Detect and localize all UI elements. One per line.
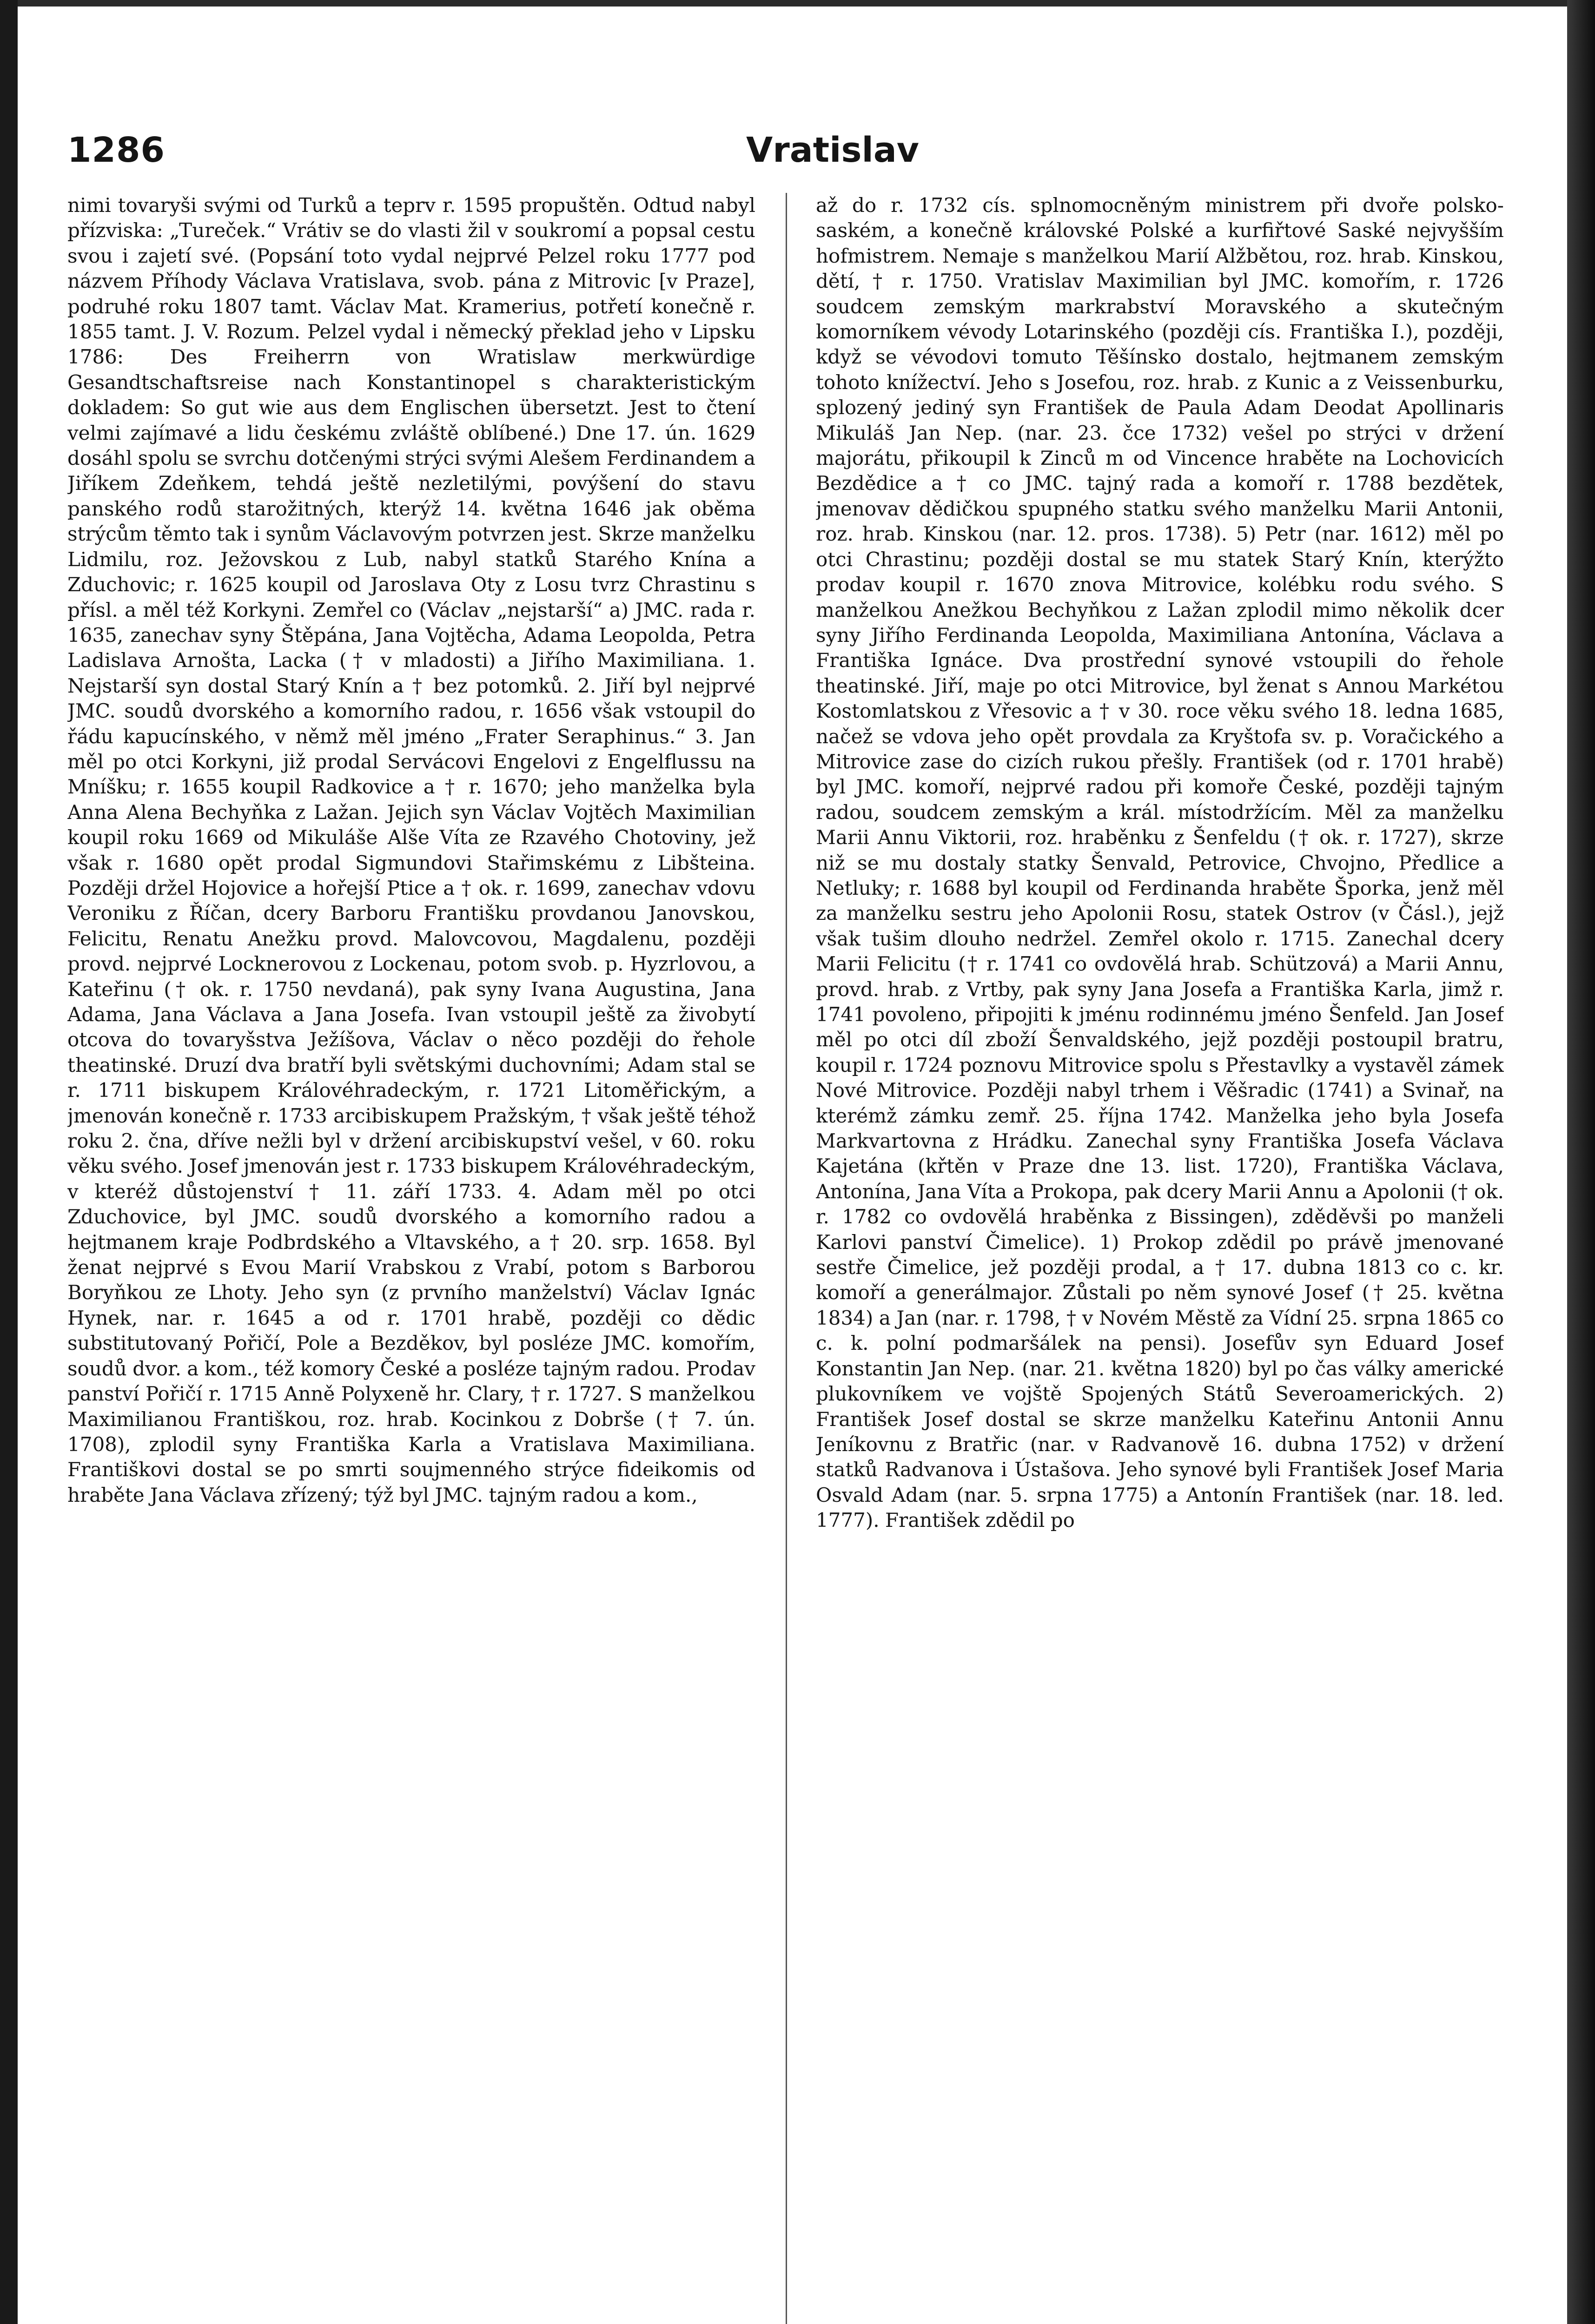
dictionary-page — [67, 116, 1504, 2324]
running-head: Vratislav — [746, 130, 920, 170]
right-column-text: až do r. 1732 cís. splnomocněným ministrem při dvoře polsko-saském, a konečně královské Polské a kurfiřtové Saské nejvyšším hofmistrem. Nemaje s manželkou Marií Alžbětou, roz. hrab. Kinskou, dětí, † r. 1750. Vratislav Maximilian byl JMC. komořím, r. 1726 soudcem zemským markrabství Moravského a skutečným komorníkem vévody Lotarinského (později cís. Františka I.), později, když se vévodovi tomuto Těšínsko dostalo, hejtmanem zemským tohoto knížectví. Jeho s Josefou, roz. hrab. z Kunic a z Veissenburku, splozený jediný syn František de Paula Adam Deodat Apollinaris Mikuláš Jan Nep. (nar. 23. čce 1732) vešel po strýci v držení majorátu, přikoupil k Zinců m od Vincence hraběte na Lochovicích Bezdědice a † co JMC. tajný rada a komoří r. 1788 bezdětek, jmenovav dědičkou spupného statku svého manželku Marii Antonii, roz. hrab. Kinskou (nar. 12. pros. 1738). 5) Petr (nar. 1612) měl po otci Chrastinu; později dostal se mu statek Starý Knín, kterýžto prodav koupil r. 1670 znova Mitrovice, kolébku rodu svého. S manželkou Anežkou Bechyňkou z Lažan zplodil mimo několik dcer syny Jiřího Ferdinanda Leopolda, Maximiliana Antonína, Václava a Františka Ignáce. Dva prostřední synové vstoupili do řehole theatinské. Jiří, maje po otci Mitrovice, byl ženat s Annou Markétou Kostomlatskou z Vřesovic a † v 30. roce věku svého 18. ledna 1685, načež se vdova jeho opět provdala za Kryštofa sv. p. Voračického a Mitrovice zase do cizích rukou přešly. František (od r. 1701 hrabě) byl JMC. komoří, nejprvé radou při komoře České, později tajným radou, soudcem zemským a král. místodržícím. Měl za manželku Marii Annu Viktorii, roz. hraběnku z Šenfeldu († ok. r. 1727), skrze niž se mu dostaly statky Šenvald, Petrovice, Chvojno, Předlice a Netluky; r. 1688 byl koupil od Ferdinanda hraběte Šporka, jenž měl za manželku sestru jeho Apolonii Rosu, statek Ostrov (v Čásl.), jejž však tušim dlouho nedržel. Zemřel okolo r. 1715. Zanechal dcery Marii Felicitu († r. 1741 co ovdovělá hrab. Schützová) a Marii Annu, provd. hrab. z Vrtby, pak syny Jana Josefa a Františka Karla, jimž r. 1741 povoleno, připojiti k jménu rodinnému jméno Šenfeld. Jan Josef měl po otci díl zboží Šenvaldského, jejž později postoupil bratru, koupil r. 1724 poznovu Mitrovice spolu s Přestavlky a vystavěl zámek Nové Mitrovice. Později nabyl trhem i Věšradic (1741) a Svinař, na kterémž zámku zemř. 25. října 1742. Manželka jeho byla Josefa Markvartovna z Hrádku. Zanechal syny Františka Josefa Václava Kajetána (křtěn v Praze dne 13. list. 1720), Františka Václava, Antonína, Jana Víta a Prokopa, pak dcery Marii Annu a Apolonii († ok. r. 1782 co ovdovělá hraběnka z Bissingen), zděděvši po manželi Karlovi panství Čimelice). 1) Prokop zdědil po právě jmenované sestře Čimelice, jež později prodal, a † 17. dubna 1813 co c. kr. komoří a generálmajor. Zůstali po něm synové Josef († 25. května 1834) a Jan (nar. r. 1798, † v Novém Městě za Vídní 25. srpna 1865 co c. k. polní podmaršálek na pensi). Josefův syn Eduard Josef Konstantin Jan Nep. (nar. 21. května 1820) byl po čas války americké plukovníkem ve vojště Spojených Států Severoamerických. 2) František Josef dostal se skrze manželku Kateřinu Antonii Annu Jeníkovnu z Bratřic (nar. v Radvanově 16. dubna 1752) v držení statků Radvanova i Ústašova. Jeho synové byli František Josef Maria Osvald Adam (nar. 5. srpna 1775) a Antonín František (nar. 18. led. 1777). František zdědil po — [816, 194, 1504, 1532]
text-columns — [67, 193, 1504, 2324]
left-column — [67, 193, 755, 2324]
page-number: 1286 — [67, 130, 165, 170]
column-divider — [786, 193, 787, 2324]
scan-left-border — [0, 0, 18, 2324]
right-column — [816, 193, 1504, 2324]
scan-top-edge — [0, 0, 1595, 7]
page-header — [67, 116, 1504, 181]
scan-right-border — [1567, 0, 1595, 2324]
left-column-text: nimi tovaryši svými od Turků a teprv r. 1595 propuštěn. Odtud nabyl přízviska: „Tureček.“ Vrátiv se do vlasti žil v soukromí a popsal cestu svou i zajetí své. (Popsání toto vydal nejprvé Pelzel roku 1777 pod názvem Příhody Václava Vratislava, svob. pána z Mitrovic [v Praze], podruhé roku 1807 tamt. Václav Mat. Kramerius, potřetí konečně r. 1855 tamt. J. V. Rozum. Pelzel vydal i německý překlad jeho v Lipsku 1786: Des Freiherrn von Wratislaw merkwürdige Gesandtschaftsreise nach Konstantinopel s charakteristickým dokladem: So gut wie aus dem Englischen übersetzt. Jest to čtení velmi zajímavé a lidu českému zvláště oblíbené.) Dne 17. ún. 1629 dosáhl spolu se svrchu dotčenými strýci svými Alešem Ferdinandem a Jiříkem Zdeňkem, tehdá ještě nezletilými, povýšení do stavu panského rodů starožitných, kterýž 14. května 1646 jak oběma strýcům těmto tak i synům Václavovým potvrzen jest. Skrze manželku Lidmilu, roz. Ježovskou z Lub, nabyl statků Starého Knína a Zduchovic; r. 1625 koupil od Jaroslava Oty z Losu tvrz Chrastinu s přísl. a měl též Korkyni. Zemřel co (Václav „nejstarší“ a) JMC. rada r. 1635, zanechav syny Štěpána, Jana Vojtěcha, Adama Leopolda, Petra Ladislava Arnošta, Lacka († v mladosti) a Jiřího Maximiliana. 1. Nejstarší syn dostal Starý Knín a † bez potomků. 2. Jiří byl nejprvé JMC. soudů dvorského a komorního radou, r. 1656 však vstoupil do řádu kapucínského, v němž měl jméno „Frater Seraphinus.“ 3. Jan měl po otci Korkyni, již prodal Servácovi Engelovi z Engelflussu na Mníšku; r. 1655 koupil Radkovice a † r. 1670; jeho manželka byla Anna Alena Bechyňka z Lažan. Jejich syn Václav Vojtěch Maximilian koupil roku 1669 od Mikuláše Alše Víta ze Rzavého Chotoviny, jež však r. 1680 opět prodal Sigmundovi Stařimskému z Libšteina. Později držel Hojovice a hořejší Ptice a † ok. r. 1699, zanechav vdovu Veroniku z Říčan, dcery Barboru Františku provdanou Janovskou, Felicitu, Renatu Anežku provd. Malovcovou, Magdalenu, později provd. nejprvé Locknerovou z Lockenau, potom svob. p. Hyzrlovou, a Kateřinu († ok. r. 1750 nevdaná), pak syny Ivana Augustina, Jana Adama, Jana Václava a Jana Josefa. Ivan vstoupil ještě za živobytí otcova do tovaryšstva Ježíšova, Václav o něco později do řehole theatinské. Druzí dva bratří byli světskými duchovními; Adam stal se r. 1711 biskupem Královéhradeckým, r. 1721 Litoměřickým, a jmenován konečně r. 1733 arcibiskupem Pražským, † však ještě téhož roku 2. čna, dříve nežli byl v držení arcibiskupství vešel, v 60. roku věku svého. Josef jmenován jest r. 1733 biskupem Královéhradeckým, v kteréž důstojenství † 11. září 1733. 4. Adam měl po otci Zduchovice, byl JMC. soudů dvorského a komorního radou a hejtmanem kraje Podbrdského a Vltavského, a † 20. srp. 1658. Byl ženat nejprvé s Evou Marií Vrabskou z Vrabí, potom s Barborou Boryňkou ze Lhoty. Jeho syn (z prvního manželství) Václav Ignác Hynek, nar. r. 1645 a od r. 1701 hrabě, později co dědic substitutovaný Pořičí, Pole a Bezděkov, byl posléze JMC. komořím, soudů dvor. a kom., též komory České a posléze tajným radou. Prodav panství Pořičí r. 1715 Anně Polyxeně hr. Clary, † r. 1727. S manželkou Maximilianou Františkou, roz. hrab. Kocinkou z Dobrše († 7. ún. 1708), zplodil syny Františka Karla a Vratislava Maximiliana. Františkovi dostal se po smrti soujmenného strýce fideikomis od hraběte Jana Václava zřízený; týž byl JMC. tajným radou a kom., — [67, 194, 755, 1506]
